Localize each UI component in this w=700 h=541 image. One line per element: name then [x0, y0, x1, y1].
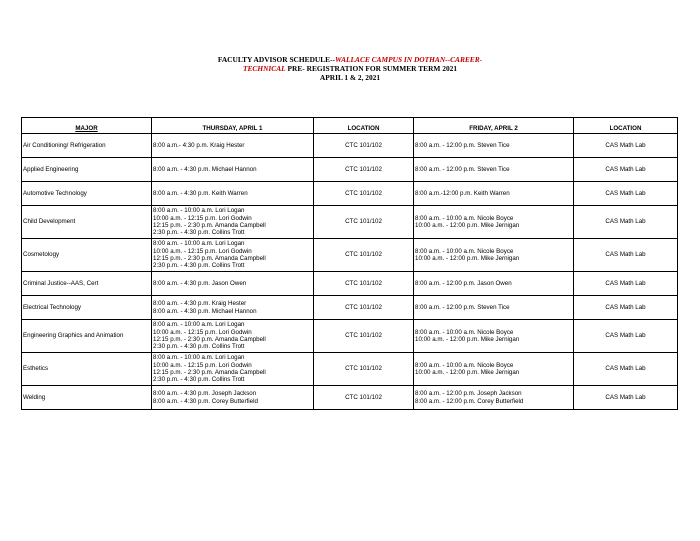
advisor-slot: 8:00 a.m. - 12:00 p.m. Corey Butterfield — [415, 397, 524, 405]
location-cell: CTC 101/102 — [314, 182, 414, 206]
advisor-slot: 10:00 a.m. - 12:00 p.m. Mike Jernigan — [415, 222, 520, 229]
location-cell: CTC 101/102 — [314, 158, 414, 182]
title-technical: TECHNICAL — [242, 64, 286, 73]
friday-cell — [414, 134, 574, 158]
header-location-1: LOCATION — [314, 118, 414, 134]
advisor-slot: 2:30 p.m. - 4:30 p.m. Collins Trott — [153, 376, 245, 384]
advisor-slot: 12:15 p.m. - 2:30 p.m. Amanda Campbell — [153, 369, 266, 376]
advisor-slot: 8:00 a.m. - 10:00 a.m. Lori Logan — [153, 321, 245, 329]
advisor-slot: 8:00 a.m. - 12:00 p.m. Jason Owen — [415, 279, 512, 287]
advisor-slot: 8:00 a.m. - 4:30 p.m. Michael Hannon — [153, 165, 257, 173]
location-cell: CAS Math Lab — [574, 296, 678, 320]
location-cell: CAS Math Lab — [574, 320, 678, 353]
advisor-slot: 8:00 a.m. - 4:30 p.m. Keith Warren — [153, 189, 248, 197]
table-row — [22, 134, 678, 158]
thursday-cell — [152, 134, 314, 158]
location-cell: CAS Math Lab — [574, 182, 678, 206]
thursday-cell — [152, 386, 314, 410]
location-cell: CAS Math Lab — [574, 134, 678, 158]
major-cell: Welding — [22, 386, 152, 410]
major-cell: Engineering Graphics and Animation — [22, 320, 152, 353]
location-cell: CTC 101/102 — [314, 206, 414, 239]
advisor-slot: 8:00 a.m. - 4:30 p.m. Jason Owen — [153, 279, 247, 287]
friday-cell — [414, 206, 574, 239]
advisor-slot: 2:30 p.m. - 4:30 p.m. Collins Trott — [153, 262, 245, 270]
friday-cell — [414, 272, 574, 296]
location-cell: CTC 101/102 — [314, 296, 414, 320]
table-row — [22, 239, 678, 272]
friday-cell — [414, 296, 574, 320]
major-cell: Child Development — [22, 206, 152, 239]
advisor-slot: 12:15 p.m. - 2:30 p.m. Amanda Campbell — [153, 222, 266, 229]
location-cell: CAS Math Lab — [574, 386, 678, 410]
title-text-1: FACULTY ADVISOR SCHEDULE-- — [217, 55, 336, 64]
advisor-slot: 8:00 a.m. - 10:00 a.m. Nicole Boyce — [415, 361, 514, 369]
thursday-cell — [152, 239, 314, 272]
advisor-slot: 8:00 a.m. - 10:00 a.m. Nicole Boyce — [415, 328, 514, 336]
friday-cell — [414, 386, 574, 410]
location-cell: CAS Math Lab — [574, 158, 678, 182]
header-thursday: THURSDAY, APRIL 1 — [152, 118, 314, 134]
advisor-slot: 8:00 a.m.-12:00 p.m. Keith Warren — [415, 189, 510, 197]
table-row — [22, 206, 678, 239]
thursday-cell — [152, 182, 314, 206]
advisor-slot: 8:00 a.m. - 10:00 a.m. Lori Logan — [153, 240, 245, 248]
table-row — [22, 182, 678, 206]
major-cell: Automotive Technology — [22, 182, 152, 206]
advisor-slot: 8:00 a.m. - 12:00 p.m. Steven Tice — [415, 165, 510, 173]
advisor-slot: 12:15 p.m. - 2:30 p.m. Amanda Campbell — [153, 336, 266, 343]
advisor-slot: 8:00 a.m. - 12:00 p.m. Joseph Jackson — [415, 390, 522, 398]
title-text-2: PRE- REGISTRATION FOR SUMMER TERM 2021 — [285, 64, 458, 73]
location-cell: CTC 101/102 — [314, 386, 414, 410]
location-cell: CTC 101/102 — [314, 320, 414, 353]
advisor-slot: 10:00 a.m. - 12:00 p.m. Mike Jernigan — [415, 369, 520, 376]
location-cell: CAS Math Lab — [574, 272, 678, 296]
header-row — [22, 118, 678, 134]
advisor-slot: 2:30 p.m. - 4:30 p.m. Collins Trott — [153, 343, 245, 351]
friday-cell — [414, 158, 574, 182]
title-campus: WALLACE CAMPUS IN DOTHAN--CAREER- — [335, 55, 483, 64]
advisor-slot: 10:00 a.m. - 12:15 p.m. Lori Godwin — [153, 247, 252, 255]
schedule-table — [21, 117, 678, 410]
header-friday: FRIDAY, APRIL 2 — [414, 118, 574, 134]
advisor-slot: 2:30 p.m. - 4:30 p.m. Collins Trott — [153, 229, 245, 237]
advisor-slot: 12:15 p.m. - 2:30 p.m. Amanda Campbell — [153, 255, 266, 262]
table-row — [22, 320, 678, 353]
major-cell: Air Conditioning/ Refrigeration — [22, 134, 152, 158]
header-location-2: LOCATION — [574, 118, 678, 134]
location-cell: CTC 101/102 — [314, 353, 414, 386]
thursday-cell — [152, 158, 314, 182]
location-cell: CTC 101/102 — [314, 134, 414, 158]
advisor-slot: 8:00 a.m. - 10:00 a.m. Lori Logan — [153, 354, 245, 362]
advisor-slot: 8:00 a.m.- 4:30 p.m. Kraig Hester — [153, 141, 245, 149]
title-line-1 — [0, 55, 700, 64]
major-cell: Esthetics — [22, 353, 152, 386]
advisor-slot: 8:00 a.m. - 10:00 a.m. Lori Logan — [153, 207, 245, 215]
major-cell: Criminal Justice--AAS, Cert — [22, 272, 152, 296]
major-cell: Applied Engineering — [22, 158, 152, 182]
friday-cell — [414, 353, 574, 386]
table-row — [22, 353, 678, 386]
advisor-slot: 8:00 a.m. - 12:00 p.m. Steven Tice — [415, 303, 510, 311]
friday-cell — [414, 320, 574, 353]
thursday-cell — [152, 296, 314, 320]
advisor-slot: 8:00 a.m. - 4:30 p.m. Kraig Hester — [153, 300, 247, 308]
thursday-cell — [152, 320, 314, 353]
advisor-slot: 8:00 a.m. - 4:30 p.m. Corey Butterfield — [153, 397, 258, 405]
location-cell: CAS Math Lab — [574, 239, 678, 272]
location-cell: CAS Math Lab — [574, 353, 678, 386]
friday-cell — [414, 239, 574, 272]
advisor-slot: 10:00 a.m. - 12:00 p.m. Mike Jernigan — [415, 255, 520, 262]
advisor-slot: 8:00 a.m. - 4:30 p.m. Michael Hannon — [153, 307, 257, 315]
thursday-cell — [152, 353, 314, 386]
title-line-2 — [0, 64, 700, 73]
location-cell: CAS Math Lab — [574, 206, 678, 239]
advisor-slot: 8:00 a.m. - 4:30 p.m. Joseph Jackson — [153, 390, 257, 398]
thursday-cell — [152, 206, 314, 239]
schedule-body — [22, 134, 678, 410]
advisor-slot: 8:00 a.m. - 10:00 a.m. Nicole Boyce — [415, 247, 514, 255]
thursday-cell — [152, 272, 314, 296]
table-row — [22, 296, 678, 320]
document-title — [0, 55, 700, 82]
table-row — [22, 386, 678, 410]
advisor-slot: 10:00 a.m. - 12:15 p.m. Lori Godwin — [153, 361, 252, 369]
advisor-slot: 10:00 a.m. - 12:00 p.m. Mike Jernigan — [415, 336, 520, 343]
major-cell: Cosmetology — [22, 239, 152, 272]
location-cell: CTC 101/102 — [314, 272, 414, 296]
table-row — [22, 158, 678, 182]
advisor-slot: 8:00 a.m. - 12:00 p.m. Steven Tice — [415, 141, 510, 149]
friday-cell — [414, 182, 574, 206]
location-cell: CTC 101/102 — [314, 239, 414, 272]
table-row — [22, 272, 678, 296]
title-dates: APRIL 1 & 2, 2021 — [319, 73, 381, 82]
advisor-slot: 10:00 a.m. - 12:15 p.m. Lori Godwin — [153, 328, 252, 336]
advisor-slot: 8:00 a.m. - 10:00 a.m. Nicole Boyce — [415, 214, 514, 222]
major-cell: Electrical Technology — [22, 296, 152, 320]
advisor-slot: 10:00 a.m. - 12:15 p.m. Lori Godwin — [153, 214, 252, 222]
header-major: MAJOR — [22, 118, 152, 134]
